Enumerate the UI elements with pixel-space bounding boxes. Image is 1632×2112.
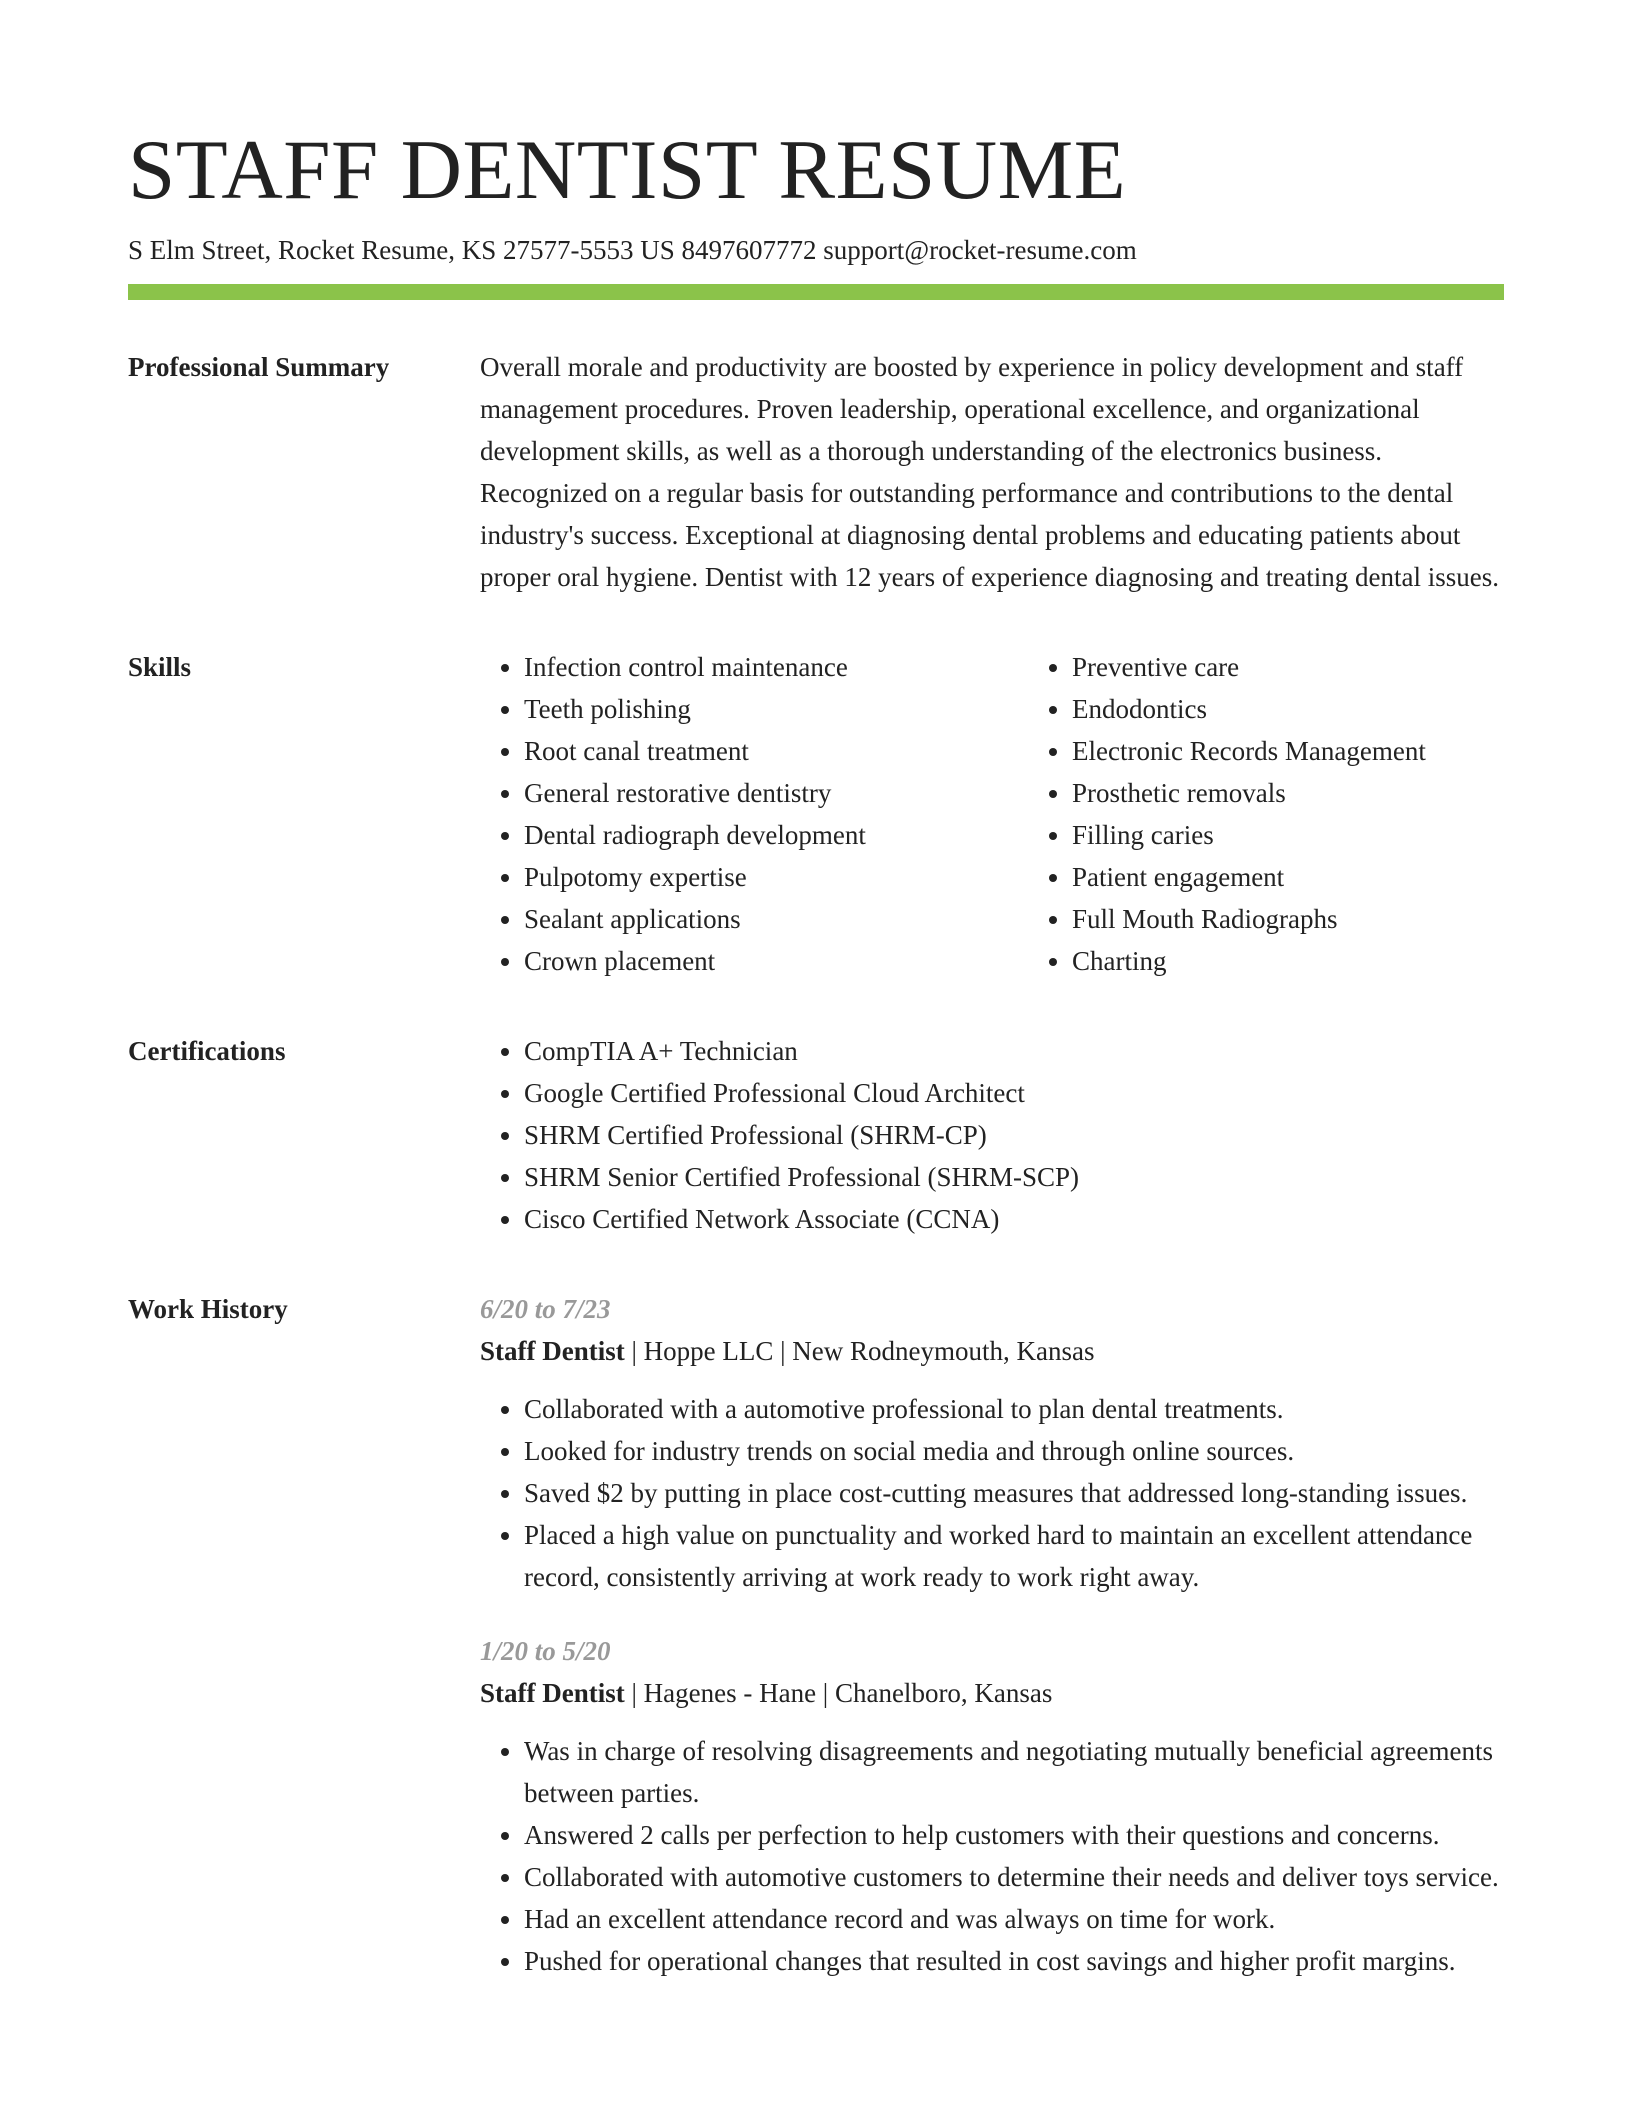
job-duty: • Placed a high value on punctuality and worked hard to maintain an excellent attendance record, consistently arriving at work ready to work right away.: [524, 1514, 1504, 1598]
job-duty: • Was in charge of resolving disagreements and negotiating mutually beneficial agreements between parties.: [524, 1730, 1504, 1814]
skills-list-left: [480, 646, 1028, 982]
job-duty: • Looked for industry trends on social media and through online sources.: [524, 1430, 1504, 1472]
skill-item: • Crown placement: [524, 940, 1028, 982]
skill-item: • Patient engagement: [1072, 856, 1504, 898]
skill-item: • Preventive care: [1072, 646, 1504, 688]
skill-item: • Sealant applications: [524, 898, 1028, 940]
job-duties: [480, 1730, 1504, 1982]
job-title: Staff Dentist: [480, 1678, 625, 1708]
job-duty: • Had an excellent attendance record and was always on time for work.: [524, 1898, 1504, 1940]
job-employer-location: | Hoppe LLC | New Rodneymouth, Kansas: [624, 1336, 1095, 1366]
job-title: Staff Dentist: [480, 1336, 625, 1366]
skill-item: • Filling caries: [1072, 814, 1504, 856]
job-entry: [480, 1630, 1504, 1982]
job-duties: [480, 1388, 1504, 1598]
job-dates: 1/20 to 5/20: [480, 1636, 611, 1666]
job-dates: 6/20 to 7/23: [480, 1294, 611, 1324]
work-history-heading: Work History: [128, 1294, 288, 1324]
job-duty: • Answered 2 calls per perfection to help customers with their questions and concerns.: [524, 1814, 1504, 1856]
contact-line: S Elm Street, Rocket Resume, KS 27577-5553 US 8497607772 support@rocket-resume.com: [128, 235, 1137, 265]
certification-item: • SHRM Certified Professional (SHRM-CP): [524, 1114, 1504, 1156]
skill-item: • Teeth polishing: [524, 688, 1028, 730]
skill-item: • Full Mouth Radiographs: [1072, 898, 1504, 940]
certification-item: • Cisco Certified Network Associate (CCNA): [524, 1198, 1504, 1240]
skills-section: [128, 646, 1504, 982]
certifications-heading: Certifications: [128, 1036, 286, 1066]
resume-page: [128, 118, 1504, 1982]
job-header: [480, 1672, 1504, 1714]
skill-item: • Dental radiograph development: [524, 814, 1028, 856]
certification-item: • SHRM Senior Certified Professional (SHRM-SCP): [524, 1156, 1504, 1198]
skill-item: • Prosthetic removals: [1072, 772, 1504, 814]
job-duty: • Collaborated with automotive customers to determine their needs and deliver toys service.: [524, 1856, 1504, 1898]
job-duty: • Pushed for operational changes that resulted in cost savings and higher profit margins.: [524, 1940, 1504, 1982]
summary-text: Overall morale and productivity are boosted by experience in policy development and staff management procedures. Proven leadership, operational excellence, and organizational development skills, as well as a thorough understanding of the electronics business. Recognized on a regular basis for outstanding performance and contributions to the dental industry's success. Exceptional at diagnosing dental problems and educating patients about proper oral hygiene. Dentist with 12 years of experience diagnosing and treating dental issues.: [480, 352, 1499, 592]
certification-item: • Google Certified Professional Cloud Architect: [524, 1072, 1504, 1114]
job-employer-location: | Hagenes - Hane | Chanelboro, Kansas: [624, 1678, 1053, 1708]
certifications-list: [480, 1030, 1504, 1240]
job-duty: • Collaborated with a automotive professional to plan dental treatments.: [524, 1388, 1504, 1430]
skill-item: • Charting: [1072, 940, 1504, 982]
skill-item: • Endodontics: [1072, 688, 1504, 730]
job-duty: • Saved $2 by putting in place cost-cutting measures that addressed long-standing issues.: [524, 1472, 1504, 1514]
skill-item: • General restorative dentistry: [524, 772, 1028, 814]
skill-item: • Electronic Records Management: [1072, 730, 1504, 772]
accent-divider: [128, 284, 1504, 300]
skills-heading: Skills: [128, 652, 192, 682]
resume-title: STAFF DENTIST RESUME: [128, 123, 1127, 217]
skill-item: • Root canal treatment: [524, 730, 1028, 772]
work-history-section: [128, 1288, 1504, 1982]
skill-item: • Pulpotomy expertise: [524, 856, 1028, 898]
summary-section: [128, 346, 1504, 598]
certifications-section: [128, 1030, 1504, 1240]
job-header: [480, 1330, 1504, 1372]
skills-list-right: [1028, 646, 1504, 982]
job-entry: [480, 1288, 1504, 1598]
summary-heading: Professional Summary: [128, 352, 390, 382]
certification-item: • CompTIA A+ Technician: [524, 1030, 1504, 1072]
skill-item: • Infection control maintenance: [524, 646, 1028, 688]
